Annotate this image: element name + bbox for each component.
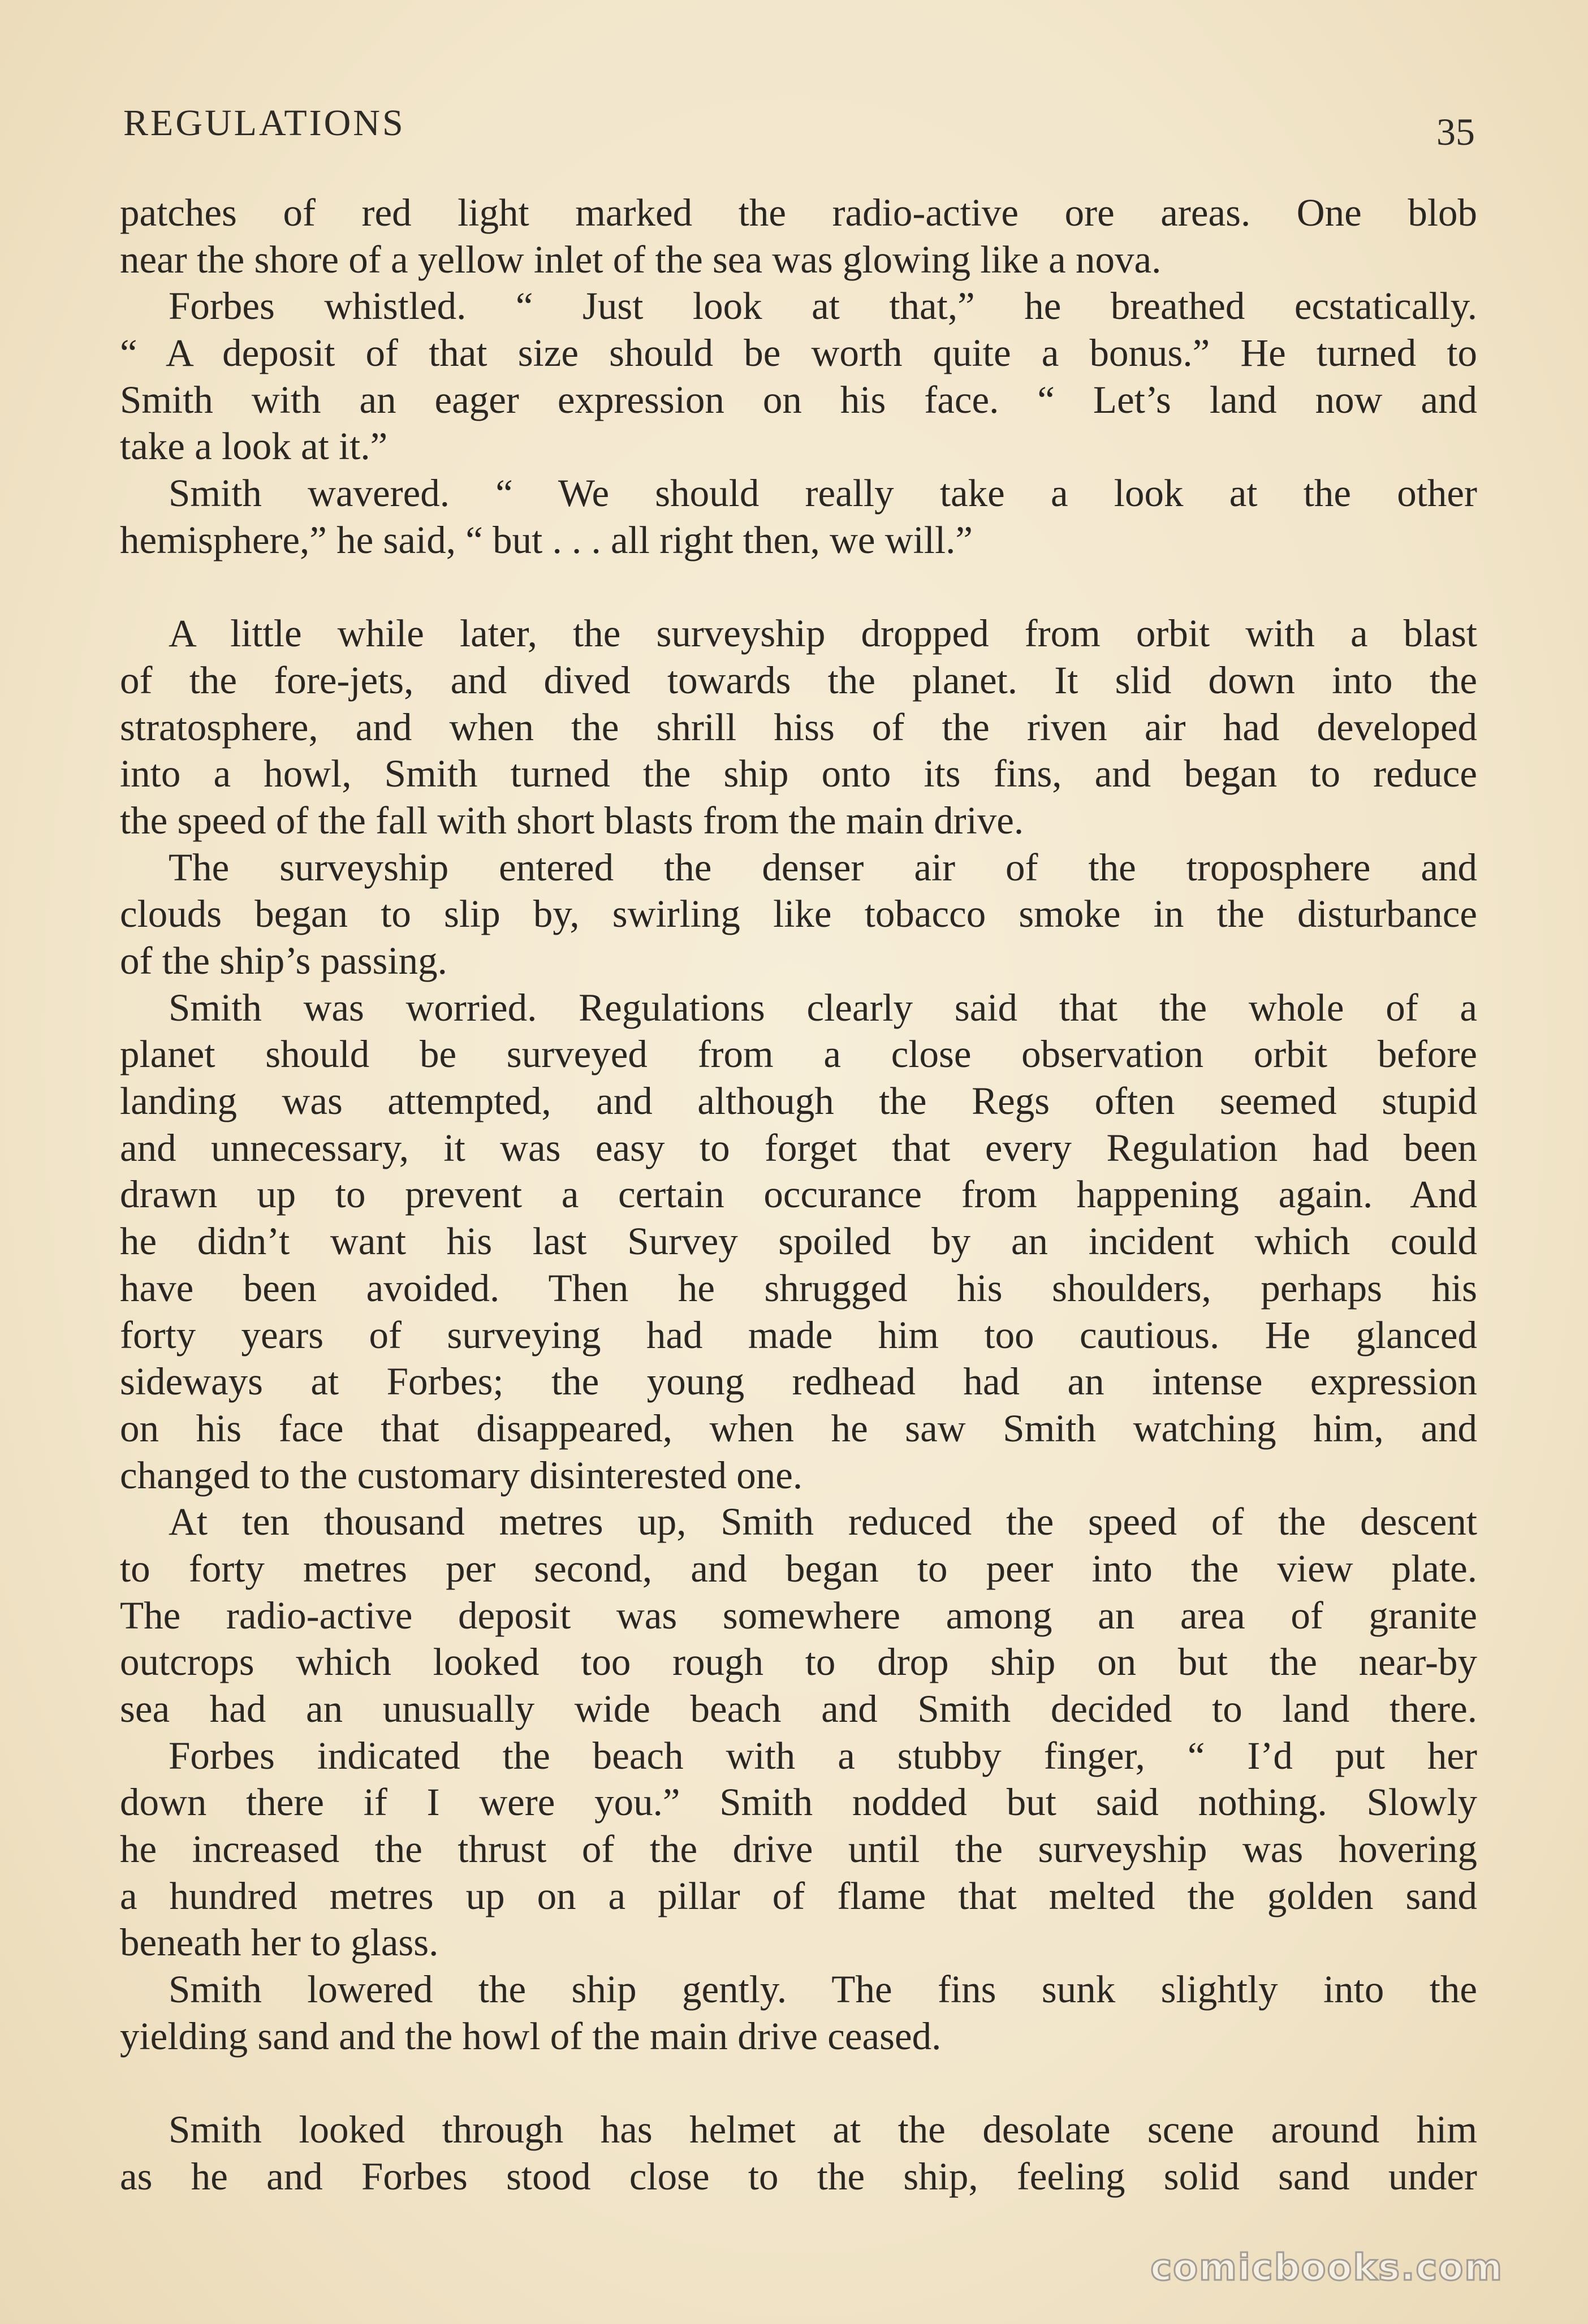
paragraph-gap xyxy=(120,564,1477,611)
text-line: a hundred metres up on a pillar of flame that melted the golden sand xyxy=(120,1874,1477,1917)
text-line: “ A deposit of that size should be worth quite a bonus.” He turned to xyxy=(120,331,1477,375)
text-line: forty years of surveying had made him too cautious. He glanced xyxy=(120,1313,1477,1357)
text-line: Smith lowered the ship gently. The fins sunk slightly into the xyxy=(169,1968,1477,2011)
text-line: on his face that disappeared, when he saw Smith watching him, and xyxy=(120,1406,1477,1450)
text-line: and unnecessary, it was easy to forget that every Regulation had been xyxy=(120,1126,1477,1169)
text-line: Forbes whistled. “ Just look at that,” he breathed ecstatically. xyxy=(169,284,1477,328)
text-line: sideways at Forbes; the young redhead had an intense expression xyxy=(120,1360,1477,1403)
paragraph-gap xyxy=(120,2060,1477,2107)
watermark-logo: comicbooks.com xyxy=(1150,2247,1503,2289)
text-line: hemisphere,” he said, “ but . . . all right then, we will.” xyxy=(120,518,973,561)
body-text xyxy=(120,189,1477,2200)
text-line: the speed of the fall with short blasts from the main drive. xyxy=(120,798,1024,842)
text-line: he increased the thrust of the drive until the surveyship was hovering xyxy=(120,1828,1477,1871)
text-line: Smith with an eager expression on his face. “ Let’s land now and xyxy=(120,378,1477,421)
text-line: have been avoided. Then he shrugged his shoulders, perhaps his xyxy=(120,1266,1477,1310)
text-line: yielding sand and the howl of the main drive ceased. xyxy=(120,2014,942,2058)
text-line: patches of red light marked the radio-active ore areas. One blob xyxy=(120,191,1477,234)
text-line: outcrops which looked too rough to drop ship on but the near-by xyxy=(120,1640,1477,1684)
text-line: Smith looked through has helmet at the desolate scene around him xyxy=(169,2108,1477,2152)
text-line: of the ship’s passing. xyxy=(120,939,447,982)
text-line: Forbes indicated the beach with a stubby finger, “ I’d put her xyxy=(169,1734,1477,1777)
text-line: he didn’t want his last Survey spoiled by an incident which could xyxy=(120,1220,1477,1263)
text-line: sea had an unusually wide beach and Smith decided to land there. xyxy=(120,1687,1477,1730)
text-line: The surveyship entered the denser air of the troposphere and xyxy=(169,845,1477,889)
page-header xyxy=(123,102,1475,164)
page-number: 35 xyxy=(1436,110,1475,153)
text-line: landing was attempted, and although the Regs often seemed stupid xyxy=(120,1079,1477,1123)
text-line: down there if I were you.” Smith nodded but said nothing. Slowly xyxy=(120,1781,1477,1824)
text-line: near the shore of a yellow inlet of the sea was glowing like a nova. xyxy=(120,237,1162,281)
text-line: The radio-active deposit was somewhere among an area of granite xyxy=(120,1593,1477,1637)
text-line: planet should be surveyed from a close observation orbit before xyxy=(120,1033,1477,1076)
text-line: clouds began to slip by, swirling like tobacco smoke in the disturbance xyxy=(120,892,1477,936)
text-line: drawn up to prevent a certain occurance from happening again. And xyxy=(120,1173,1477,1216)
text-line: into a howl, Smith turned the ship onto its fins, and began to reduce xyxy=(120,752,1477,796)
text-line: changed to the customary disinterested one. xyxy=(120,1453,803,1497)
text-line: take a look at it.” xyxy=(120,425,388,468)
text-line: At ten thousand metres up, Smith reduced the speed of the descent xyxy=(169,1500,1477,1544)
text-line: Smith was worried. Regulations clearly said that the whole of a xyxy=(169,986,1477,1029)
text-line: beneath her to glass. xyxy=(120,1921,439,1964)
text-line: stratosphere, and when the shrill hiss of the riven air had developed xyxy=(120,705,1477,749)
running-head: REGULATIONS xyxy=(123,102,405,144)
text-line: as he and Forbes stood close to the ship, feeling solid sand under xyxy=(120,2154,1477,2198)
text-line: of the fore-jets, and dived towards the planet. It slid down into the xyxy=(120,658,1477,702)
text-line: A little while later, the surveyship dropped from orbit with a blast xyxy=(169,612,1477,655)
text-line: Smith wavered. “ We should really take a look at the other xyxy=(169,472,1477,515)
text-line: to forty metres per second, and began to peer into the view plate. xyxy=(120,1547,1477,1590)
